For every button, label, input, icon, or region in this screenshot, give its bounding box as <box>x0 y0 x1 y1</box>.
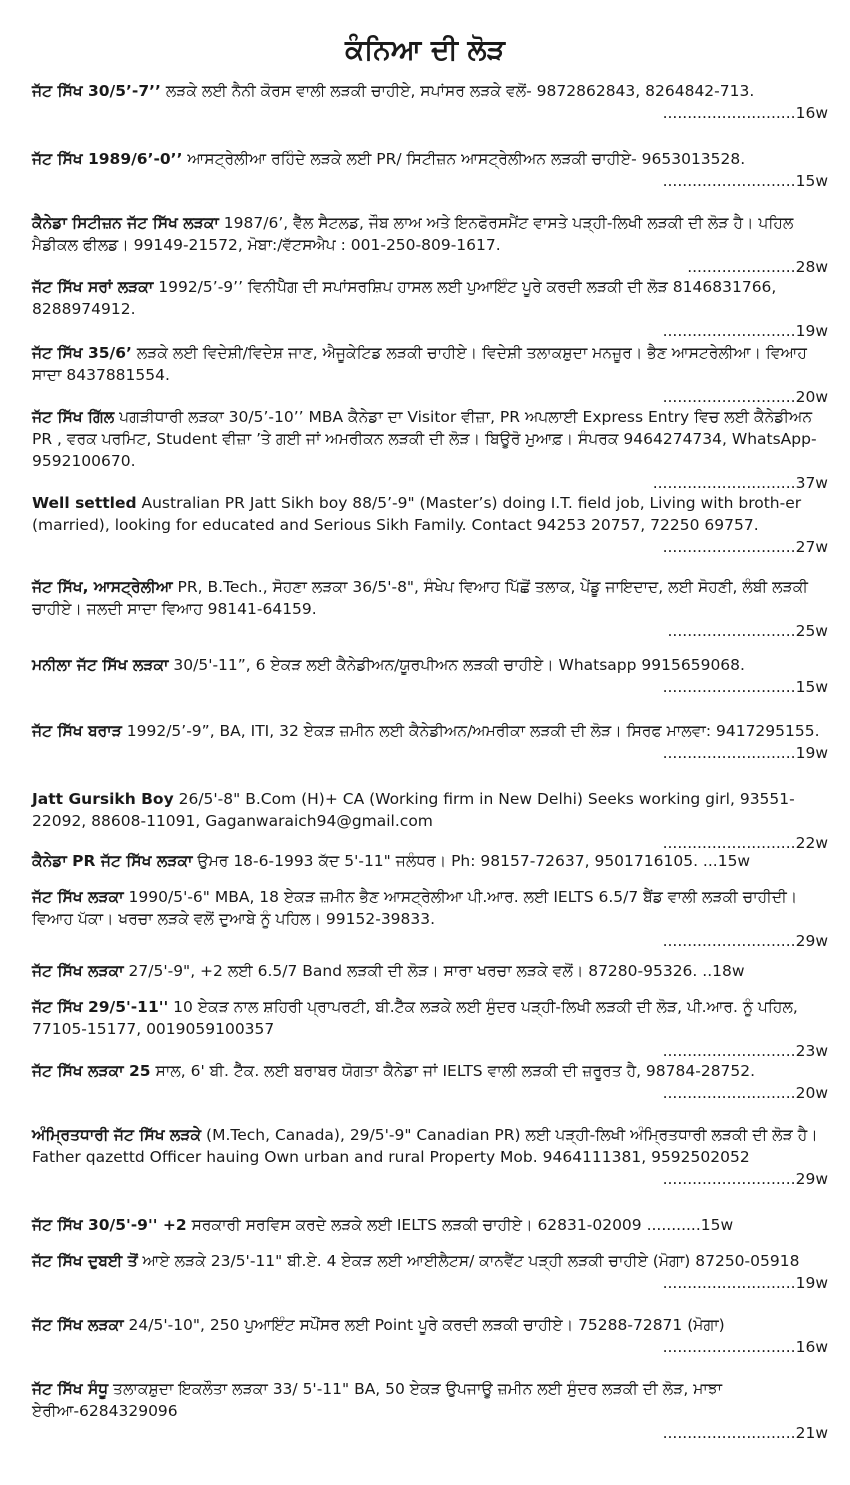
ad-entry <box>32 148 828 192</box>
ad-text: ਲੜਕੇ ਲਈ ਵਿਦੇਸ਼ੀ/ਵਿਦੇਸ਼ ਜਾਣ, ਐਜੂਕੇਟਿਡ ਲੜਕੀ ਚਾਹੀਏ। ਵਿਦੇਸ਼ੀ ਤਲਾਕਸ਼ੁਦਾ ਮਨਜ਼ੂਰ। ਭੈਣ ਆਸਟਰੇਲੀਆ। ਵਿਆਹ ਸਾਦਾ 8437881554. <box>32 344 807 384</box>
ad-entry <box>32 212 828 278</box>
ad-heading: ਜੱਟ ਸਿੱਖ ਸਰਾਂ ਲੜਕਾ <box>32 278 154 296</box>
ad-code: ...........................27w <box>662 538 828 556</box>
ad-heading: ਜੱਟ ਸਿੱਖ ਬਰਾੜ <box>32 722 122 740</box>
ad-code: ..........................25w <box>667 622 828 640</box>
ad-heading: ਜੱਟ ਸਿੱਖ ਲੜਕਾ <box>32 888 124 906</box>
ad-entry <box>32 492 828 558</box>
ad-text: ਸਰਕਾਰੀ ਸਰਵਿਸ ਕਰਦੇ ਲੜਕੇ ਲਈ IELTS ਲੜਕੀ ਚਾਹੀਏ। 62831-02009 ...........15w <box>186 1216 734 1234</box>
ad-text: 10 ਏਕੜ ਨਾਲ ਸ਼ਹਿਰੀ ਪ੍ਰਾਪਰਟੀ, ਬੀ.ਟੈੱਕ ਲੜਕੇ ਲਈ ਸੁੰਦਰ ਪੜ੍ਹੀ-ਲਿਖੀ ਲੜਕੀ ਦੀ ਲੋੜ, ਪੀ.ਆਰ. ਨੂੰ ਪਹਿਲ, 77105-15177, 0019059100357 <box>32 998 798 1038</box>
ad-code: ...........................22w <box>662 834 828 852</box>
ad-code: ...........................20w <box>662 1084 828 1102</box>
ad-entry <box>32 996 828 1062</box>
ad-heading: Well settled <box>32 494 137 512</box>
ad-code: ...........................16w <box>662 1338 828 1356</box>
ad-text: 1992/5’-9’’ ਵਿਨੀਪੈੱਗ ਦੀ ਸਪਾਂਸਰਸ਼ਿਪ ਹਾਸਲ ਲਈ ਪੁਆਇੰਟ ਪੂਰੇ ਕਰਦੀ ਲੜਕੀ ਦੀ ਲੋੜ 8146831766, 8288974912. <box>32 278 777 318</box>
ad-entry <box>32 1124 828 1190</box>
ad-code: ...........................19w <box>662 322 828 340</box>
ad-text: ਤਲਾਕਸ਼ੁਦਾ ਇਕਲੌਤਾ ਲੜਕਾ 33/ 5'-11" BA, 50 ਏਕੜ ਉਪਜਾਊ ਜ਼ਮੀਨ ਲਈ ਸੁੰਦਰ ਲੜਕੀ ਦੀ ਲੋੜ, ਮਾਝਾ ਏਰੀਆ-6284329096 <box>32 1380 723 1420</box>
ad-heading: ਅੰਮ੍ਰਿਤਧਾਰੀ ਜੱਟ ਸਿੱਖ ਲੜਕੇ <box>32 1126 202 1144</box>
ad-entry <box>32 960 828 982</box>
ad-text: PR, B.Tech., ਸੋਹਣਾ ਲੜਕਾ 36/5'-8", ਸੰਖੇਪ ਵਿਆਹ ਪਿੱਛੋਂ ਤਲਾਕ, ਪੇਂਡੂ ਜਾਇਦਾਦ, ਲਈ ਸੋਹਣੀ, ਲੰਬੀ ਲੜਕੀ ਚਾਹੀਏ। ਜਲਦੀ ਸਾਦਾ ਵਿਆਹ 98141-64159. <box>32 578 808 618</box>
ad-code: ...........................16w <box>662 104 828 122</box>
ad-entry <box>32 576 828 642</box>
ad-text: Australian PR Jatt Sikh boy 88/5’-9" (Master’s) doing I.T. field job, Living with broth-er (married), looking for educated and Serious Sikh Family. Contact 94253 20757, 72250 69757. <box>32 494 802 534</box>
ad-text: 24/5'-10", 250 ਪੁਆਇੰਟ ਸਪੌਂਸਰ ਲਈ Point ਪੂਰੇ ਕਰਦੀ ਲੜਕੀ ਚਾਹੀਏ। 75288-72871 (ਮੋਗਾ) <box>123 1316 725 1334</box>
ad-code: ...........................29w <box>662 932 828 950</box>
ad-heading: ਜੱਟ ਸਿੱਖ ਸੰਧੂ <box>32 1380 109 1398</box>
ad-entry <box>32 80 828 124</box>
ad-heading: ਕੈਨੇਡਾ ਸਿਟੀਜ਼ਨ ਜੱਟ ਸਿੱਖ ਲੜਕਾ <box>32 214 219 232</box>
ad-code: ...........................21w <box>662 1424 828 1442</box>
ad-text: 27/5'-9", +2 ਲਈ 6.5/7 Band ਲੜਕੀ ਦੀ ਲੋੜ। ਸਾਰਾ ਖਰਚਾ ਲੜਕੇ ਵਲੋਂ। 87280-95326. ..18w <box>123 962 745 980</box>
ad-heading: ਜੱਟ ਸਿੱਖ 30/5’-7’’ <box>32 82 161 100</box>
ad-code: ...........................15w <box>662 172 828 190</box>
ad-entry <box>32 654 828 698</box>
ad-text: ਆਏ ਲੜਕੇ 23/5'-11" ਬੀ.ਏ. 4 ਏਕੜ ਲਈ ਆਈਲੈਟਸ/ ਕਾਨਵੈਂਟ ਪੜ੍ਹੀ ਲੜਕੀ ਚਾਹੀਏ (ਮੋਗਾ) 87250-05918 <box>137 1252 800 1270</box>
ad-code: .............................37w <box>652 474 828 492</box>
ad-code: ...........................15w <box>662 678 828 696</box>
ad-heading: Jatt Gursikh Boy <box>32 790 174 808</box>
ad-text: ਉਮਰ 18-6-1993 ਕੱਦ 5'-11" ਜਲੰਧਰ। Ph: 98157-72637, 9501716105. ...15w <box>192 852 751 870</box>
ad-text: ਪਗੜੀਧਾਰੀ ਲੜਕਾ 30/5’-10’’ MBA ਕੈਨੇਡਾ ਦਾ Visitor ਵੀਜ਼ਾ, PR ਅਪਲਾਈ Express Entry ਵਿਚ ਲਈ ਕੈਨੇਡੀਅਨ PR , ਵਰਕ ਪਰਮਿਟ, Student ਵੀਜ਼ਾ ’ਤੇ ਗਈ ਜਾਂ ਅਮਰੀਕਨ ਲੜਕੀ ਦੀ ਲੋੜ। ਬਿਊਰੋ ਮੁਆਫ਼। ਸੰਪਰਕ 9464274734, WhatsApp- 9592100670. <box>32 408 817 470</box>
ad-heading: ਜੱਟ ਸਿੱਖ 30/5'-9'' +2 <box>32 1216 187 1234</box>
ad-entry <box>32 1314 828 1358</box>
ad-text: ਲੜਕੇ ਲਈ ਨੈਨੀ ਕੋਰਸ ਵਾਲੀ ਲੜਕੀ ਚਾਹੀਏ, ਸਪਾਂਸਰ ਲੜਕੇ ਵਲੋਂ- 9872862843, 8264842-713. <box>160 82 755 100</box>
ad-heading: ਜੱਟ ਸਿੱਖ 29/5'-11'' <box>32 998 169 1016</box>
ad-entry <box>32 886 828 952</box>
ad-entry <box>32 788 828 854</box>
ad-entry <box>32 1214 828 1236</box>
ad-code: ...........................19w <box>662 744 828 762</box>
ad-entry <box>32 720 828 764</box>
ad-heading: ਕੈਨੇਡਾ PR ਜੱਟ ਸਿੱਖ ਲੜਕਾ <box>32 852 193 870</box>
ad-code: ...........................29w <box>662 1170 828 1188</box>
ad-text: 1992/5’-9”, BA, ITI, 32 ਏਕੜ ਜ਼ਮੀਨ ਲਈ ਕੈਨੇਡੀਅਨ/ਅਮਰੀਕਾ ਲੜਕੀ ਦੀ ਲੋੜ। ਸਿਰਫ ਮਾਲਵਾ: 9417295155. <box>121 722 820 740</box>
ad-heading: ਜੱਟ ਸਿੱਖ ਦੁਬਈ ਤੋਂ <box>32 1252 138 1270</box>
ad-entry <box>32 1378 828 1444</box>
ad-entry <box>32 276 828 342</box>
ad-heading: ਮਨੀਲਾ ਜੱਟ ਸਿੱਖ ਲੜਕਾ <box>32 656 169 674</box>
ad-heading: ਜੱਟ ਸਿੱਖ ਲੜਕਾ <box>32 1316 124 1334</box>
ad-text: ਆਸਟ੍ਰੇਲੀਆ ਰਹਿੰਦੇ ਲੜਕੇ ਲਈ PR/ ਸਿਟੀਜ਼ਨ ਆਸਟ੍ਰੇਲੀਅਨ ਲੜਕੀ ਚਾਹੀਏ- 9653013528. <box>182 150 746 168</box>
ad-heading: ਜੱਟ ਸਿੱਖ ਲੜਕਾ <box>32 962 124 980</box>
ad-text: 1990/5'-6" MBA, 18 ਏਕੜ ਜ਼ਮੀਨ ਭੈਣ ਆਸਟ੍ਰੇਲੀਆ ਪੀ.ਆਰ. ਲਈ IELTS 6.5/7 ਬੈਂਡ ਵਾਲੀ ਲੜਕੀ ਚਾਹੀਦੀ। ਵਿਆਹ ਪੱਕਾ। ਖਰਚਾ ਲੜਕੇ ਵਲੋਂ ਦੁਆਬੇ ਨੂੰ ਪਹਿਲ। 99152-39833. <box>32 888 798 928</box>
ad-entry <box>32 850 828 872</box>
page-title: ਕੰਨਿਆ ਦੀ ਲੋੜ <box>345 33 505 66</box>
ad-heading: ਜੱਟ ਸਿੱਖ 35/6’ <box>32 344 132 362</box>
ad-heading: ਜੱਟ ਸਿੱਖ ਲੜਕਾ 25 <box>32 1062 151 1080</box>
ad-code: ......................28w <box>687 258 828 276</box>
ad-entry <box>32 1060 828 1104</box>
ad-entry <box>32 342 828 408</box>
ad-heading: ਜੱਟ ਸਿੱਖ 1989/6’-0’’ <box>32 150 183 168</box>
ad-code: ...........................19w <box>662 1274 828 1292</box>
ad-text: 26/5'-8" B.Com (H)+ CA (Working firm in New Delhi) Seeks working girl, 93551-22092, 88608-11091, Gaganwaraich94@gmail.com <box>32 790 795 830</box>
ad-heading: ਜੱਟ ਸਿੱਖ, ਆਸਟ੍ਰੇਲੀਆ <box>32 578 173 596</box>
ad-text: 30/5'-11”, 6 ਏਕੜ ਲਈ ਕੈਨੇਡੀਅਨ/ਯੂਰਪੀਅਨ ਲੜਕੀ ਚਾਹੀਏ। Whatsapp 9915659068. <box>168 656 745 674</box>
ad-text: ਸਾਲ, 6' ਬੀ. ਟੈੱਕ. ਲਈ ਬਰਾਬਰ ਯੋਗਤਾ ਕੈਨੇਡਾ ਜਾਂ IELTS ਵਾਲੀ ਲੜਕੀ ਦੀ ਜ਼ਰੂਰਤ ਹੈ, 98784-28752. <box>150 1062 756 1080</box>
ad-text: 1987/6’, ਵੈੱਲ ਸੈਟਲਡ, ਜੌਬ ਲਾਅ ਅਤੇ ਇਨਫੋਰਸਮੈਂਟ ਵਾਸਤੇ ਪੜ੍ਹੀ-ਲਿਖੀ ਲੜਕੀ ਦੀ ਲੋੜ ਹੈ। ਪਹਿਲ ਮੈਡੀਕਲ ਫੀਲਡ। 99149-21572, ਮੋਬਾ:/ਵੱਟਸਐਪ : 001-250-809-1617. <box>32 214 794 254</box>
ad-code: ...........................23w <box>662 1042 828 1060</box>
ad-code: ...........................20w <box>662 388 828 406</box>
ad-text: (M.Tech, Canada), 29/5'-9" Canadian PR) ਲਈ ਪੜ੍ਹੀ-ਲਿਖੀ ਅੰਮ੍ਰਿਤਧਾਰੀ ਲੜਕੀ ਦੀ ਲੋੜ ਹੈ। Father qazettd Officer hauing Own urban and rural Property Mob. 9464111381, 9592502052 <box>32 1126 818 1166</box>
ad-entry <box>32 406 828 494</box>
ad-heading: ਜੱਟ ਸਿੱਖ ਗਿੱਲ <box>32 408 115 426</box>
ad-entry <box>32 1250 828 1294</box>
